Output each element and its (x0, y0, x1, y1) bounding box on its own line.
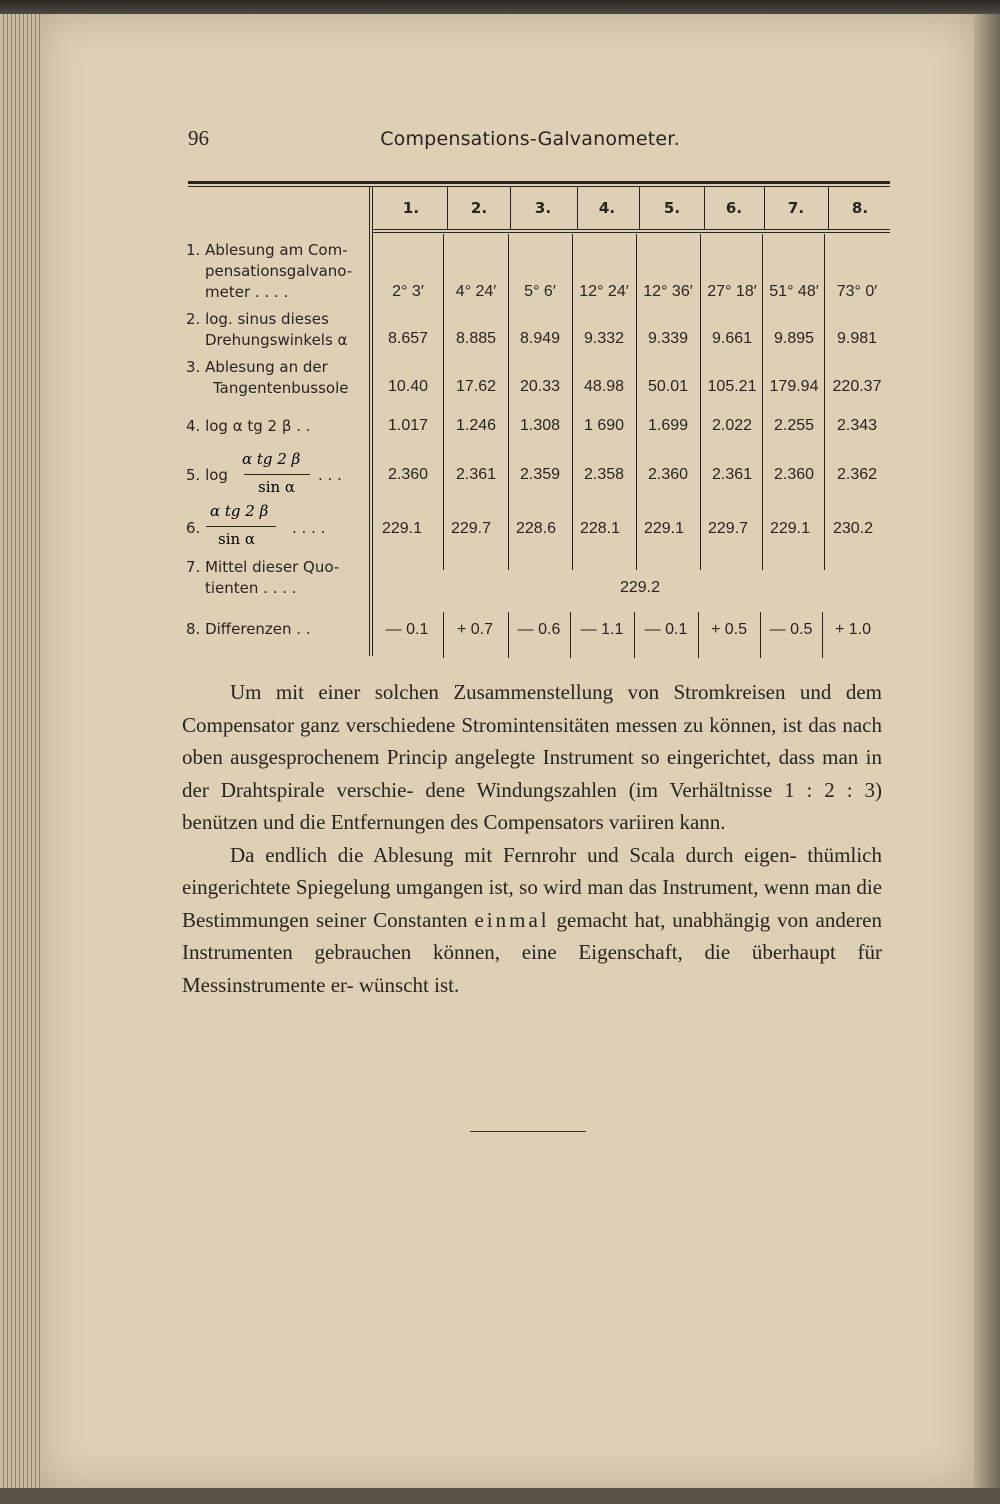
table-cell: — 0.1 (385, 621, 429, 638)
text-line: Entfernungen des Compensators variiren kann. (330, 810, 726, 834)
text-line: und dem Compensator ganz verschiedene Stromintensitäten messen (182, 680, 883, 737)
table-cell: 229.7 (707, 520, 749, 537)
column-header: 5. (663, 199, 681, 217)
paragraph (182, 839, 882, 1002)
column-divider (447, 186, 448, 230)
table-cell: 1.308 (519, 417, 561, 434)
row-label: 2. log. sinus dieses (186, 310, 329, 328)
page-number: 96 (188, 126, 209, 150)
table-cell: 5° 6′ (524, 283, 556, 300)
table-cell: 229.7 (450, 520, 492, 537)
table-cell: 2.022 (711, 417, 753, 434)
table-cell: 12° 36′ (643, 283, 693, 300)
table-cell: 2.362 (836, 466, 878, 483)
text-line: können, eine Eigenschaft, die überhaupt für Messinstrumente er- (182, 940, 882, 997)
table-cell: 2° 3′ (392, 283, 424, 300)
row-label-prefix: 6. (186, 519, 201, 537)
table-cell: 1.246 (455, 417, 497, 434)
column-divider (510, 186, 511, 230)
table-cell: 230.2 (832, 520, 874, 537)
table-cell: + 1.0 (834, 621, 872, 638)
table-cell: 229.1 (381, 520, 423, 537)
row-label: Drehungswinkels α (205, 331, 348, 349)
table-top-rule (188, 181, 890, 184)
body-text (182, 676, 882, 1001)
text-line: Instrument, wenn man die Bestimmungen seiner Constanten (182, 875, 883, 932)
table-cell: 1.699 (647, 417, 689, 434)
table-cell: 2.343 (836, 417, 878, 434)
fraction-numerator: α tg 2 β (210, 502, 269, 520)
fraction-numerator: α tg 2 β (242, 450, 301, 468)
table-top-rule-thin (188, 186, 890, 187)
fraction-bar (244, 474, 310, 475)
table-cell: 8.949 (519, 330, 561, 347)
row-label: pensationsgalvano- (205, 262, 353, 280)
column-divider (828, 186, 829, 230)
fraction-denominator: sin α (258, 478, 296, 496)
text-line: Instrument so eingerichtet, dass man in der Drahtspirale verschie- (182, 745, 882, 802)
row-label: 1. Ablesung am Com- (186, 241, 348, 259)
book-page-edges (0, 14, 40, 1492)
table-cell: 4° 24′ (455, 283, 497, 300)
table-cell: 2.361 (711, 466, 753, 483)
table-cell: 2.360 (387, 466, 429, 483)
row-label-dots: . . . . (292, 519, 326, 537)
row-label: 7. Mittel dieser Quo- (186, 558, 340, 576)
table-cell: 17.62 (455, 378, 497, 395)
row-label: tienten . . . . (205, 579, 297, 597)
end-rule (470, 1131, 586, 1132)
text-line: wünscht ist. (358, 972, 460, 997)
page-header (0, 126, 1000, 156)
table-cell: 20.33 (519, 378, 561, 395)
table-cell: — 1.1 (580, 621, 624, 638)
table-cell: 27° 18′ (707, 283, 757, 300)
row-label: 4. log α tg 2 β . . (186, 417, 311, 435)
table-cell: 50.01 (647, 378, 689, 395)
table-cell: 48.98 (583, 378, 625, 395)
paragraph (182, 676, 882, 839)
table-cell: 9.895 (773, 330, 815, 347)
table-cell: 9.332 (583, 330, 625, 347)
table-divider (372, 186, 373, 656)
table-cell: 229.1 (769, 520, 811, 537)
table-cell: — 0.5 (769, 621, 813, 638)
row-label-dots: . . . (318, 466, 342, 484)
table-cell: 2.360 (773, 466, 815, 483)
column-header: 1. (402, 199, 420, 217)
table-cell: 1.017 (387, 417, 429, 434)
book-bottom-edge (0, 1488, 1000, 1504)
table-divider (369, 186, 370, 656)
table-cell: 2.361 (455, 466, 497, 483)
text-line: Um mit einer solchen Zusammenstellung von Stromkreisen (230, 680, 786, 704)
column-header: 4. (598, 199, 616, 217)
column-header: 3. (534, 199, 552, 217)
text-line: Da endlich die Ablesung mit Fernrohr und Scala durch eigen- (230, 842, 797, 867)
table-cell: 9.661 (711, 330, 753, 347)
table-cell: 220.37 (832, 378, 882, 395)
table-cell: 12° 24′ (579, 283, 629, 300)
table-cell: — 0.6 (517, 621, 561, 638)
running-title: Compensations-Galvanometer. (380, 128, 680, 150)
row-label: 3. Ablesung an der (186, 358, 328, 376)
table-cell: 228.6 (515, 520, 557, 537)
emphasis-word: einmal (474, 907, 550, 932)
row-label: meter . . . . (205, 283, 289, 301)
table-cell: 228.1 (579, 520, 621, 537)
table-cell: 9.981 (836, 330, 878, 347)
table-header-rule-thin (372, 232, 890, 233)
table-cell: — 0.1 (644, 621, 688, 638)
mean-value: 229.2 (619, 579, 661, 596)
fraction-denominator: sin α (218, 530, 256, 548)
row-label-prefix: 5. log (186, 466, 228, 484)
table-cell: 2.359 (519, 466, 561, 483)
text-line: thümlich eingerichtete Spiegelung umgangen ist, so wird man das (182, 842, 883, 899)
table-cell: 51° 48′ (769, 283, 819, 300)
table-cell: 10.40 (387, 378, 429, 395)
text-line: gemacht hat, unabhängig von anderen Instrumenten gebrauchen (182, 907, 883, 964)
table-cell: 2.360 (647, 466, 689, 483)
row-label: Tangentenbussole (213, 379, 349, 397)
fraction-bar (206, 526, 276, 527)
table-cell: 8.657 (387, 330, 429, 347)
column-header: 8. (851, 199, 869, 217)
column-header: 6. (725, 199, 743, 217)
table-cell: 8.885 (455, 330, 497, 347)
table-cell: + 0.5 (710, 621, 748, 638)
table-cell: 229.1 (643, 520, 685, 537)
column-header: 2. (470, 199, 488, 217)
table-cell: + 0.7 (456, 621, 494, 638)
text-line: zu können, ist das nach oben ausgesprochenem Princip angelegte (182, 712, 882, 769)
book-right-edge (974, 14, 1000, 1504)
table-cell: 2.255 (773, 417, 815, 434)
table-header-rule (372, 229, 890, 230)
text-line: dene Windungszahlen (im Verhältnisse 1 : 2 : 3) benützen und die (182, 777, 882, 834)
table-cell: 1 690 (583, 417, 625, 434)
table-cell: 9.339 (647, 330, 689, 347)
table-cell: 2.358 (583, 466, 625, 483)
column-header: 7. (787, 199, 805, 217)
table-cell: 105.21 (707, 378, 757, 395)
column-divider (639, 186, 640, 230)
row-label: 8. Differenzen . . (186, 620, 311, 638)
table-cell: 179.94 (769, 378, 819, 395)
table-cell: 73° 0′ (836, 283, 878, 300)
column-divider (764, 186, 765, 230)
